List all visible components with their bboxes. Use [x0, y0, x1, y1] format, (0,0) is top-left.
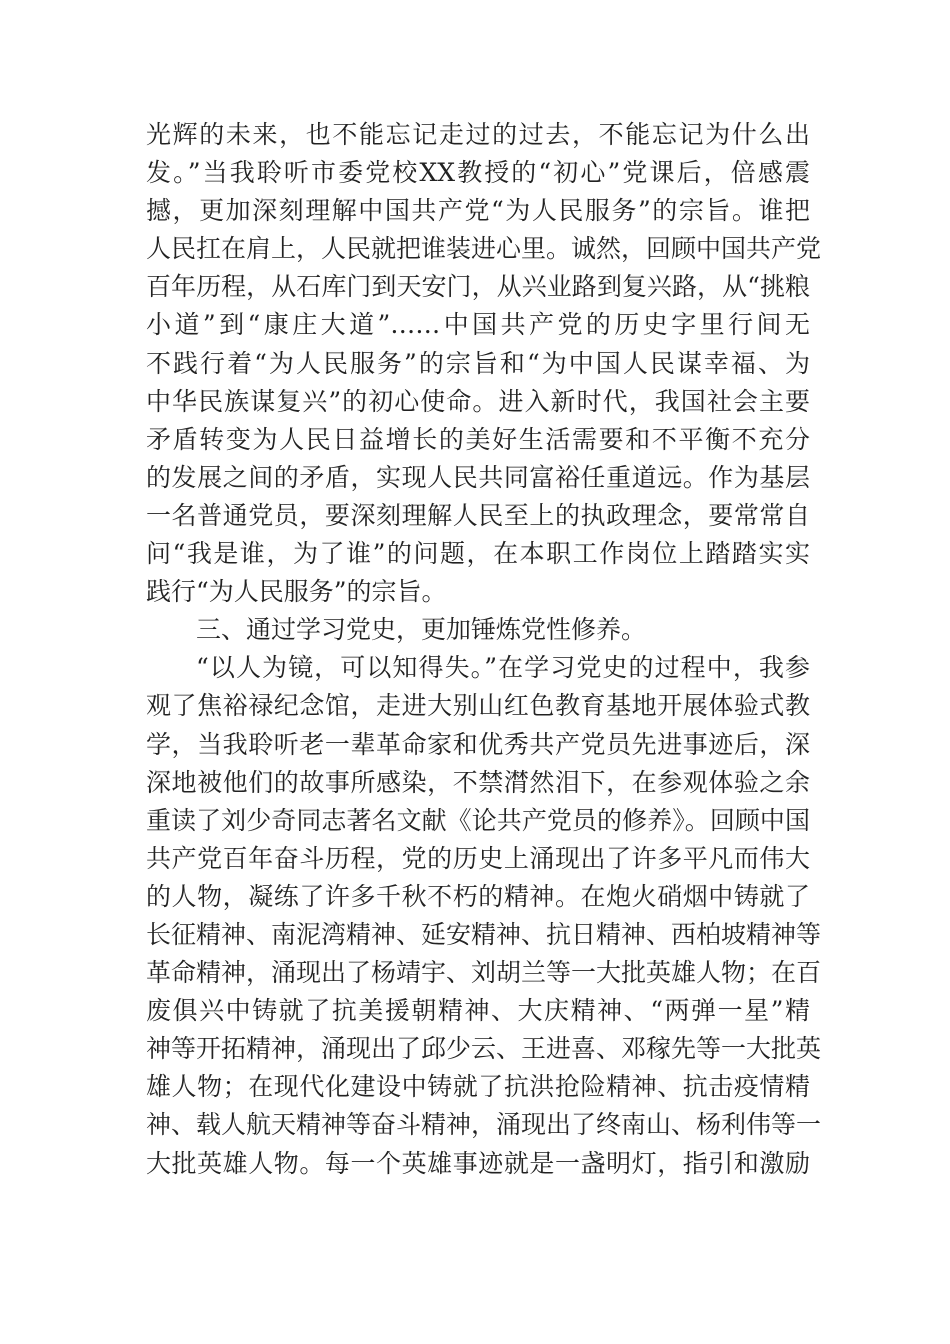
text-line: 问“我是谁，为了谁”的问题，在本职工作岗位上踏踏实实 [146, 539, 810, 569]
body-text [146, 116, 822, 1183]
text-line: 光辉的未来，也不能忘记走过的过去，不能忘记为什么出 [146, 120, 810, 149]
text-line: 撼，更加深刻理解中国共产党“为人民服务”的宗旨。谁把 [146, 196, 810, 226]
paragraph-first-line: “以人为镜，可以知得失。”在学习党史的过程中，我参 [196, 653, 810, 683]
text-line: 的人物，凝练了许多千秋不朽的精神。在炮火硝烟中铸就了 [146, 881, 810, 911]
text-line: 观了焦裕禄纪念馆，走进大别山红色教育基地开展体验式教 [146, 691, 810, 721]
text-line: 人民扛在肩上，人民就把谁装进心里。诚然，回顾中国共产党 [146, 234, 822, 264]
text-line: 废俱兴中铸就了抗美援朝精神、大庆精神、“两弹一星”精 [146, 996, 810, 1026]
text-line: 一名普通党员，要深刻理解人民至上的执政理念，要常常自 [146, 500, 810, 530]
text-line: 共产党百年奋斗历程，党的历史上涌现出了许多平凡而伟大 [146, 843, 810, 873]
text-line: 深地被他们的故事所感染，不禁潸然泪下，在参观体验之余 [146, 767, 810, 797]
text-line: 革命精神，涌现出了杨靖宇、刘胡兰等一大批英雄人物；在百 [146, 958, 822, 988]
text-line: 大批英雄人物。每一个英雄事迹就是一盏明灯，指引和激励 [146, 1148, 810, 1178]
text-line: 学，当我聆听老一辈革命家和优秀共产党员先进事迹后，深 [146, 729, 810, 759]
text-line: 中华民族谋复兴”的初心使命。进入新时代，我国社会主要 [146, 386, 810, 416]
text-line: 小道”到“康庄大道”……中国共产党的历史字里行间无 [146, 310, 810, 340]
text-line: 的发展之间的矛盾，实现人民共同富裕任重道远。作为基层 [146, 462, 810, 492]
text-line: 雄人物；在现代化建设中铸就了抗洪抢险精神、抗击疫情精 [146, 1072, 810, 1102]
text-line: 发。”当我聆听市委党校XX教授的“初心”党课后，倍感震 [146, 158, 810, 188]
text-line: 不践行着“为人民服务”的宗旨和“为中国人民谋幸福、为 [146, 348, 810, 378]
text-line: 神、载人航天精神等奋斗精神，涌现出了终南山、杨利伟等一 [146, 1110, 822, 1140]
paragraph-end-line: 践行“为人民服务”的宗旨。 [146, 577, 447, 607]
section-heading: 三、通过学习党史，更加锤炼党性修养。 [196, 615, 647, 645]
text-line: 矛盾转变为人民日益增长的美好生活需要和不平衡不充分 [146, 424, 810, 454]
text-line: 长征精神、南泥湾精神、延安精神、抗日精神、西柏坡精神等 [146, 919, 822, 949]
text-line: 百年历程，从石库门到天安门，从兴业路到复兴路，从“挑粮 [146, 272, 810, 302]
text-line: 神等开拓精神，涌现出了邱少云、王进喜、邓稼先等一大批英 [146, 1034, 822, 1064]
text-line: 重读了刘少奇同志著名文献《论共产党员的修养》。回顾中国 [146, 805, 810, 835]
